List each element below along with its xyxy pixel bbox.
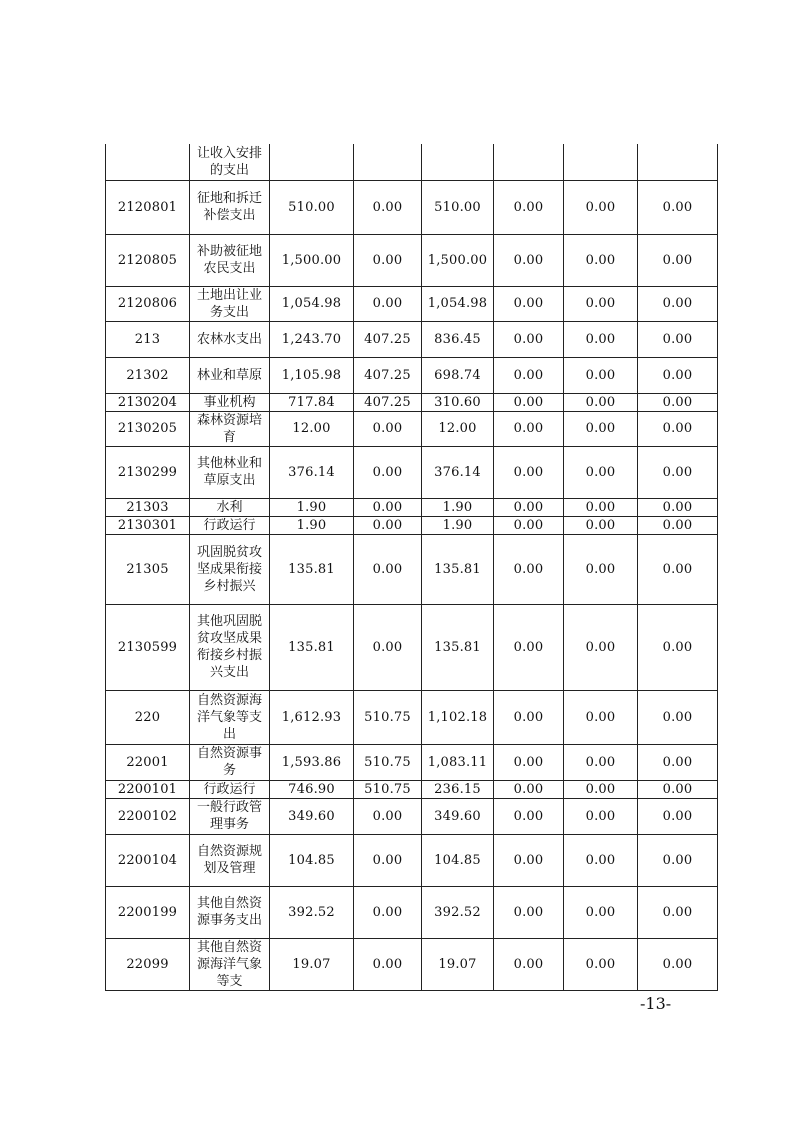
row-amount-project: 12.00 [422, 411, 494, 446]
row-amount-total: 349.60 [270, 798, 354, 834]
row-code: 22001 [106, 744, 190, 780]
row-amount-project: 376.14 [422, 446, 494, 498]
row-amount-total: 1.90 [270, 498, 354, 516]
row-code: 21305 [106, 534, 190, 604]
row-amount-total: 1,612.93 [270, 690, 354, 744]
row-name: 行政运行 [190, 780, 270, 798]
row-name: 征地和拆迁补偿支出 [190, 180, 270, 234]
row-amount-project: 310.60 [422, 393, 494, 411]
row-amount-basic [354, 144, 422, 180]
row-amount-project: 510.00 [422, 180, 494, 234]
row-amount-col5: 0.00 [564, 180, 638, 234]
row-name: 林业和草原 [190, 357, 270, 393]
row-amount-col4: 0.00 [494, 938, 564, 990]
row-amount-project: 135.81 [422, 604, 494, 690]
row-name: 土地出让业务支出 [190, 286, 270, 321]
row-amount-total: 12.00 [270, 411, 354, 446]
row-amount-col4: 0.00 [494, 886, 564, 938]
row-code: 2130599 [106, 604, 190, 690]
row-amount-col6: 0.00 [638, 357, 718, 393]
row-code: 2200102 [106, 798, 190, 834]
row-amount-col6: 0.00 [638, 234, 718, 286]
row-code: 2130301 [106, 516, 190, 534]
row-amount-col6: 0.00 [638, 886, 718, 938]
table-row [106, 798, 718, 834]
row-amount-col4: 0.00 [494, 834, 564, 886]
table-row [106, 144, 718, 180]
row-amount-col6: 0.00 [638, 498, 718, 516]
row-amount-col5: 0.00 [564, 321, 638, 357]
row-amount-col6: 0.00 [638, 393, 718, 411]
row-amount-col6: 0.00 [638, 286, 718, 321]
row-amount-basic: 510.75 [354, 744, 422, 780]
row-amount-basic: 0.00 [354, 180, 422, 234]
row-amount-col6: 0.00 [638, 744, 718, 780]
row-amount-col6: 0.00 [638, 938, 718, 990]
table-row [106, 234, 718, 286]
row-amount-basic: 0.00 [354, 411, 422, 446]
row-code: 2200104 [106, 834, 190, 886]
row-amount-project: 836.45 [422, 321, 494, 357]
row-amount-col6: 0.00 [638, 180, 718, 234]
row-amount-project: 1,054.98 [422, 286, 494, 321]
row-name: 巩固脱贫攻坚成果衔接乡村振兴 [190, 534, 270, 604]
row-amount-col4: 0.00 [494, 604, 564, 690]
row-code: 2200199 [106, 886, 190, 938]
row-amount-project: 392.52 [422, 886, 494, 938]
row-amount-total: 392.52 [270, 886, 354, 938]
row-name: 自然资源规划及管理 [190, 834, 270, 886]
row-amount-col4: 0.00 [494, 690, 564, 744]
row-amount-total: 104.85 [270, 834, 354, 886]
row-amount-col4: 0.00 [494, 286, 564, 321]
row-amount-col5: 0.00 [564, 516, 638, 534]
row-code: 213 [106, 321, 190, 357]
row-name: 森林资源培育 [190, 411, 270, 446]
table-row [106, 534, 718, 604]
row-amount-col5: 0.00 [564, 393, 638, 411]
row-amount-col5: 0.00 [564, 286, 638, 321]
row-amount-basic: 407.25 [354, 321, 422, 357]
row-amount-col6: 0.00 [638, 780, 718, 798]
row-amount-col5: 0.00 [564, 234, 638, 286]
row-amount-basic: 510.75 [354, 780, 422, 798]
table-row [106, 886, 718, 938]
row-amount-basic: 0.00 [354, 498, 422, 516]
row-amount-col6 [638, 144, 718, 180]
row-amount-total: 135.81 [270, 534, 354, 604]
row-amount-total: 746.90 [270, 780, 354, 798]
row-code [106, 144, 190, 180]
table-row [106, 446, 718, 498]
table-row [106, 938, 718, 990]
page-number: -13- [640, 994, 672, 1013]
table-row [106, 834, 718, 886]
row-amount-col5: 0.00 [564, 690, 638, 744]
row-amount-total: 135.81 [270, 604, 354, 690]
row-amount-col6: 0.00 [638, 798, 718, 834]
row-amount-project: 1,102.18 [422, 690, 494, 744]
row-amount-col5: 0.00 [564, 798, 638, 834]
table-row [106, 780, 718, 798]
row-amount-total: 1,593.86 [270, 744, 354, 780]
row-amount-col5: 0.00 [564, 604, 638, 690]
row-name: 让收入安排的支出 [190, 144, 270, 180]
row-amount-basic: 0.00 [354, 516, 422, 534]
table-row [106, 357, 718, 393]
table-row [106, 411, 718, 446]
row-code: 2120801 [106, 180, 190, 234]
table-row [106, 180, 718, 234]
row-amount-col6: 0.00 [638, 516, 718, 534]
row-amount-project [422, 144, 494, 180]
row-amount-project: 1,083.11 [422, 744, 494, 780]
row-amount-col5: 0.00 [564, 357, 638, 393]
row-amount-col4: 0.00 [494, 393, 564, 411]
table-row [106, 321, 718, 357]
row-amount-basic: 0.00 [354, 798, 422, 834]
table-row [106, 286, 718, 321]
row-name: 事业机构 [190, 393, 270, 411]
row-name: 其他林业和草原支出 [190, 446, 270, 498]
row-amount-project: 1,500.00 [422, 234, 494, 286]
row-amount-col6: 0.00 [638, 446, 718, 498]
table-row [106, 604, 718, 690]
row-name: 其他自然资源海洋气象等支 [190, 938, 270, 990]
row-amount-project: 104.85 [422, 834, 494, 886]
row-amount-col5: 0.00 [564, 780, 638, 798]
row-amount-total: 1,105.98 [270, 357, 354, 393]
table-row [106, 744, 718, 780]
row-amount-project: 1.90 [422, 516, 494, 534]
row-amount-total: 510.00 [270, 180, 354, 234]
row-amount-col6: 0.00 [638, 534, 718, 604]
table-row [106, 498, 718, 516]
row-amount-basic: 0.00 [354, 534, 422, 604]
row-amount-total: 1,500.00 [270, 234, 354, 286]
row-amount-col6: 0.00 [638, 321, 718, 357]
table-row [106, 393, 718, 411]
row-name: 自然资源事务 [190, 744, 270, 780]
row-code: 2130204 [106, 393, 190, 411]
row-amount-col5: 0.00 [564, 411, 638, 446]
row-name: 一般行政管理事务 [190, 798, 270, 834]
row-amount-basic: 0.00 [354, 286, 422, 321]
row-name: 水利 [190, 498, 270, 516]
row-amount-col5: 0.00 [564, 834, 638, 886]
row-amount-col5: 0.00 [564, 534, 638, 604]
row-code: 2120805 [106, 234, 190, 286]
row-amount-col4: 0.00 [494, 516, 564, 534]
budget-table [105, 144, 718, 991]
row-amount-project: 698.74 [422, 357, 494, 393]
row-amount-basic: 510.75 [354, 690, 422, 744]
row-amount-col6: 0.00 [638, 411, 718, 446]
row-code: 21302 [106, 357, 190, 393]
table-row [106, 516, 718, 534]
row-amount-col4: 0.00 [494, 180, 564, 234]
row-code: 22099 [106, 938, 190, 990]
row-amount-basic: 0.00 [354, 886, 422, 938]
row-amount-total: 717.84 [270, 393, 354, 411]
row-amount-total: 1,054.98 [270, 286, 354, 321]
row-amount-col6: 0.00 [638, 690, 718, 744]
row-amount-project: 1.90 [422, 498, 494, 516]
row-name: 自然资源海洋气象等支出 [190, 690, 270, 744]
row-name: 其他自然资源事务支出 [190, 886, 270, 938]
row-amount-col6: 0.00 [638, 834, 718, 886]
row-amount-col5: 0.00 [564, 446, 638, 498]
row-name: 其他巩固脱贫攻坚成果衔接乡村振兴支出 [190, 604, 270, 690]
row-amount-col4 [494, 144, 564, 180]
row-code: 2120806 [106, 286, 190, 321]
row-amount-basic: 407.25 [354, 393, 422, 411]
row-amount-basic: 0.00 [354, 604, 422, 690]
row-amount-col5 [564, 144, 638, 180]
row-amount-col5: 0.00 [564, 498, 638, 516]
row-amount-project: 236.15 [422, 780, 494, 798]
row-amount-col4: 0.00 [494, 498, 564, 516]
row-code: 2200101 [106, 780, 190, 798]
row-name: 补助被征地农民支出 [190, 234, 270, 286]
row-code: 2130205 [106, 411, 190, 446]
row-amount-basic: 407.25 [354, 357, 422, 393]
row-amount-project: 135.81 [422, 534, 494, 604]
row-code: 21303 [106, 498, 190, 516]
row-amount-col4: 0.00 [494, 744, 564, 780]
row-amount-total: 19.07 [270, 938, 354, 990]
row-amount-basic: 0.00 [354, 446, 422, 498]
row-amount-col4: 0.00 [494, 321, 564, 357]
row-amount-project: 349.60 [422, 798, 494, 834]
row-amount-col5: 0.00 [564, 886, 638, 938]
row-amount-total: 1.90 [270, 516, 354, 534]
row-amount-col4: 0.00 [494, 534, 564, 604]
row-amount-basic: 0.00 [354, 834, 422, 886]
row-amount-col4: 0.00 [494, 411, 564, 446]
row-amount-col4: 0.00 [494, 234, 564, 286]
row-amount-project: 19.07 [422, 938, 494, 990]
row-amount-basic: 0.00 [354, 234, 422, 286]
row-amount-col4: 0.00 [494, 780, 564, 798]
row-amount-col4: 0.00 [494, 446, 564, 498]
row-amount-col6: 0.00 [638, 604, 718, 690]
row-name: 行政运行 [190, 516, 270, 534]
row-name: 农林水支出 [190, 321, 270, 357]
table-row [106, 690, 718, 744]
row-amount-basic: 0.00 [354, 938, 422, 990]
row-amount-total: 376.14 [270, 446, 354, 498]
row-amount-col4: 0.00 [494, 798, 564, 834]
row-code: 2130299 [106, 446, 190, 498]
row-amount-col4: 0.00 [494, 357, 564, 393]
row-code: 220 [106, 690, 190, 744]
row-amount-col5: 0.00 [564, 744, 638, 780]
row-amount-col5: 0.00 [564, 938, 638, 990]
row-amount-total: 1,243.70 [270, 321, 354, 357]
row-amount-total [270, 144, 354, 180]
